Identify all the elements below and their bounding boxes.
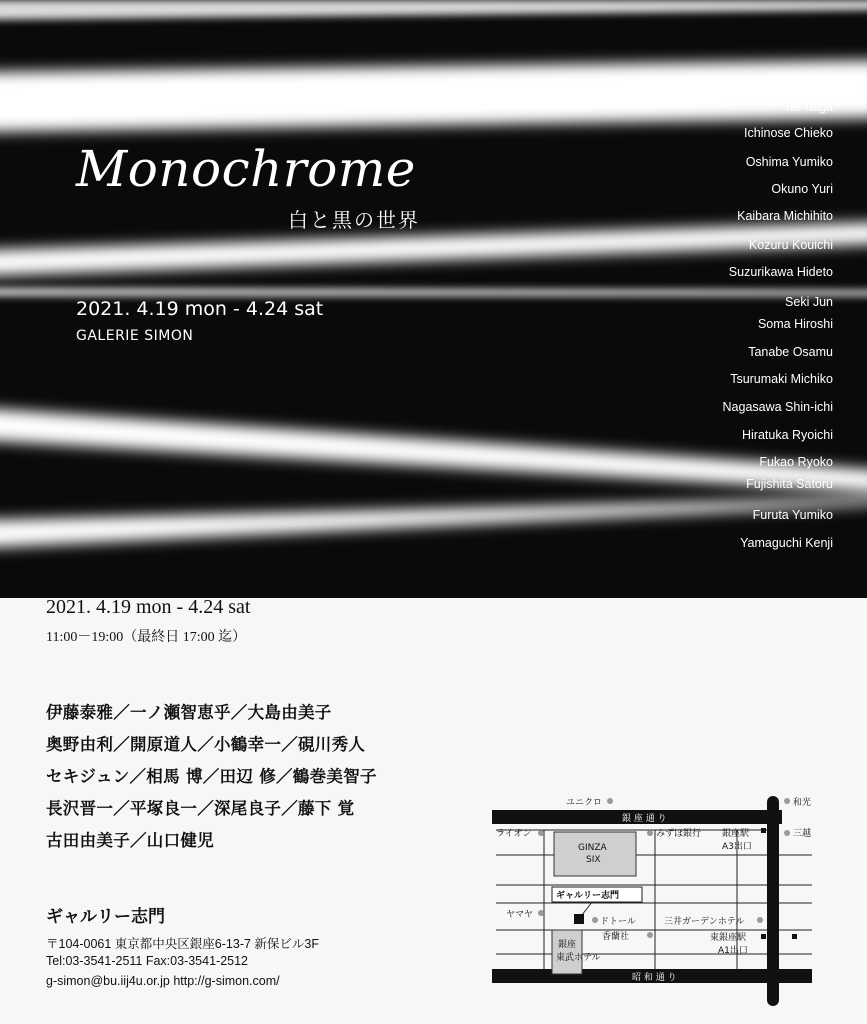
artist-name: Soma Hiroshi (757, 317, 833, 331)
artists-jp-line: 長沢晋一／平塚良一／深尾良子／藤下 覚 (46, 799, 355, 818)
map-label-ginza-six-1: GINZA (578, 843, 607, 853)
artist-name: Oshima Yumiko (745, 155, 833, 169)
access-map (482, 790, 822, 1012)
map-label-ginza-dori: 銀 座 通 り (622, 814, 667, 824)
gallery-phone-fax: Tel:03-3541-2511 Fax:03-3541-2512 (46, 954, 248, 968)
map-label-a1-exit: A1出口 (718, 946, 748, 956)
map-label-mizuho: みずほ銀行 (656, 829, 702, 839)
map-label-tobu-1: 銀座 (558, 940, 577, 950)
banner-dates: 2021. 4.19 mon - 4.24 sat (76, 298, 324, 320)
map-label-tobu-2: 東武ホテル (556, 953, 601, 963)
artist-name: Furuta Yumiko (752, 508, 833, 522)
map-label-harumi-3: 通 (768, 899, 778, 909)
artist-name: Okuno Yuri (771, 182, 833, 196)
gallery-email-url: g-simon@bu.iij4u.or.jp http://g-simon.com/ (46, 974, 280, 988)
artist-name: Hiratuka Ryoichi (741, 428, 833, 442)
map-label-harumi-4: り (768, 913, 778, 923)
artist-name: Fujishita Satoru (746, 477, 833, 491)
gallery-marker (574, 914, 584, 924)
map-label-showa-dori: 昭 和 通 り (632, 973, 677, 983)
artist-name: Kozuru Kouichi (748, 238, 833, 252)
gallery-name: ギャルリー志門 (46, 907, 165, 927)
opening-hours: 11:00－19:00（最終日 17:00 迄） (46, 630, 247, 645)
artist-name: Tsurumaki Michiko (730, 372, 833, 386)
exhibition-subtitle: 白と黒の世界 (288, 208, 420, 232)
artist-name: Tanabe Osamu (748, 345, 833, 359)
map-label-ginza-station: 銀座駅 (722, 829, 750, 839)
artist-name: Fukao Ryoko (759, 455, 833, 469)
exhibition-dates: 2021. 4.19 mon - 4.24 sat (46, 596, 251, 618)
artist-name: Nagasawa Shin-ichi (722, 400, 833, 414)
tobu-hotel-building (552, 930, 582, 974)
artists-jp-line: 伊藤泰雅／一ノ瀬智恵乎／大島由美子 (46, 703, 332, 722)
map-label-higashi-ginza: 東銀座駅 (710, 933, 747, 943)
map-label-lion: ライオン (496, 829, 532, 839)
map-label-ginza-six-2: SIX (586, 855, 601, 865)
map-label-harumi-2: 海 (768, 883, 778, 893)
map-label-gallery: ギャルリー志門 (556, 891, 620, 901)
artist-name: Seki Jun (785, 295, 833, 309)
artist-name: Kaibara Michihito (737, 209, 833, 223)
artist-name: Ito Taiga (785, 100, 833, 114)
artists-jp-line: セキジュン／相馬 博／田辺 修／鶴巻美智子 (46, 767, 377, 786)
map-label-harumi-1: 晴 (768, 867, 778, 877)
map-label-uniqlo: ユニクロ (566, 798, 603, 808)
exhibition-title: Monochrome (76, 140, 416, 198)
map-label-yamaya: ヤマヤ (506, 910, 534, 920)
map-label-koransha: 香蘭社 (602, 932, 630, 942)
artists-jp-line: 古田由美子／山口健児 (46, 831, 214, 850)
artist-name: Ichinose Chieko (744, 126, 833, 140)
banner-gallery-name: GALERIE SIMON (76, 328, 194, 344)
gallery-address: 〒104-0061 東京都中央区銀座6-13-7 新保ビル3F (46, 937, 319, 951)
artists-jp-line: 奥野由利／開原道人／小鶴幸一／硯川秀人 (46, 735, 366, 754)
map-label-wako: 和光 (793, 798, 812, 808)
map-label-mitsukoshi: 三越 (793, 829, 812, 839)
map-label-mitsui-hotel: 三井ガーデンホテル (664, 917, 745, 927)
map-label-doutor: ドトール (600, 917, 636, 927)
artist-name: Yamaguchi Kenji (740, 536, 833, 550)
artist-name: Suzurikawa Hideto (728, 265, 833, 279)
map-label-a3-exit: A3出口 (722, 842, 752, 852)
ginza-six-building (554, 832, 636, 876)
